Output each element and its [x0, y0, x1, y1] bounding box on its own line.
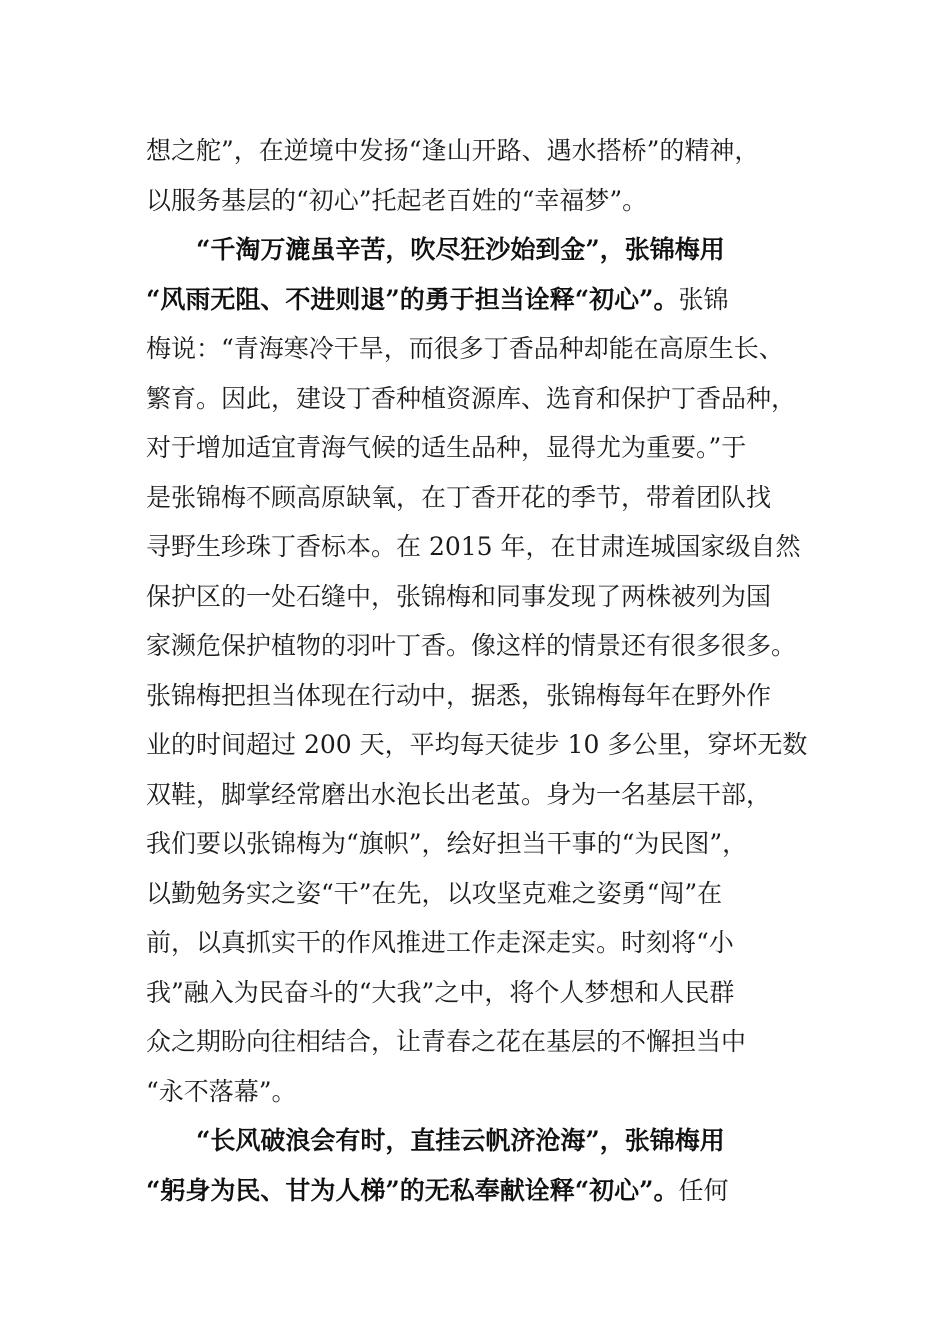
line-text: 任何 — [678, 1175, 729, 1205]
text-line — [146, 473, 806, 523]
bold-heading-text: “千淘万漉虽辛苦，吹尽狂沙始到金”，张锦梅用 — [196, 235, 725, 264]
line-text: 梅说：“青海寒冷干旱，而很多丁香品种却能在高原生长、 — [146, 334, 784, 363]
bold-heading-text: “长风破浪会有时，直挂云帆济沧海”，张锦梅用 — [196, 1126, 725, 1155]
text-line — [146, 225, 806, 275]
text-line — [146, 1067, 806, 1117]
text-line — [146, 671, 806, 721]
line-text: “永不落幕”。 — [146, 1076, 297, 1106]
text-line — [146, 968, 806, 1018]
text-line — [146, 770, 806, 820]
line-text: 以勤勉务实之姿“干”在先，以攻坚克难之姿勇“闯”在 — [146, 878, 723, 908]
text-line — [146, 324, 806, 374]
bold-heading-text: “躬身为民、甘为人梯”的无私奉献诠释“初心”。 — [146, 1175, 679, 1205]
line-text: 保护区的一处石缝中，张锦梅和同事发现了两株被列为国 — [146, 581, 772, 611]
text-line — [146, 621, 806, 671]
text-line — [146, 720, 806, 770]
line-text: 我”融入为民奋斗的“大我”之中，将个人梦想和人民群 — [146, 977, 735, 1007]
line-text: 双鞋，脚掌经常磨出水泡长出老茧。身为一名基层干部， — [146, 779, 772, 809]
line-text: 以服务基层的“初心”托起老百姓的“幸福梦”。 — [146, 185, 648, 215]
text-line — [146, 176, 806, 226]
text-line — [146, 126, 806, 176]
text-line — [146, 423, 806, 473]
line-text: 前，以真抓实干的作风推进工作走深走实。时刻将“小 — [146, 928, 734, 957]
line-text: 众之期盼向往相结合，让青春之花在基层的不懈担当中 — [146, 1027, 747, 1056]
text-line — [146, 572, 806, 622]
line-text: 家濒危保护植物的羽叶丁香。像这样的情景还有很多很多。 — [146, 631, 797, 660]
text-line — [146, 275, 806, 325]
text-line — [146, 1116, 806, 1166]
text-line — [146, 918, 806, 968]
line-text: 寻野生珍珠丁香标本。在 2015 年，在甘肃连城国家级自然 — [146, 532, 801, 561]
line-text: 我们要以张锦梅为“旗帜”，绘好担当干事的“为民图”， — [146, 829, 748, 858]
text-line — [146, 819, 806, 869]
line-text: 业的时间超过 200 天，平均每天徒步 10 多公里，穿坏无数 — [146, 730, 808, 759]
text-line — [146, 869, 806, 919]
line-text: 是张锦梅不顾高原缺氧，在丁香开花的季节，带着团队找 — [146, 482, 772, 512]
line-text: 繁育。因此，建设丁香种植资源库、选育和保护丁香品种， — [146, 383, 797, 413]
bold-heading-text: “风雨无阻、不进则退”的勇于担当诠释“初心”。 — [146, 284, 679, 314]
line-text: 对于增加适宜青海气候的适生品种，显得尤为重要。”于 — [146, 433, 747, 462]
text-line — [146, 522, 806, 572]
text-line — [146, 1166, 806, 1216]
article-body — [146, 126, 806, 1215]
text-line — [146, 374, 806, 424]
line-text: 想之舵”，在逆境中发扬“逢山开路、遇水搭桥”的精神， — [146, 136, 760, 165]
line-text: 张锦 — [678, 284, 729, 314]
line-text: 张锦梅把担当体现在行动中，据悉，张锦梅每年在野外作 — [146, 680, 772, 710]
text-line — [146, 1017, 806, 1067]
